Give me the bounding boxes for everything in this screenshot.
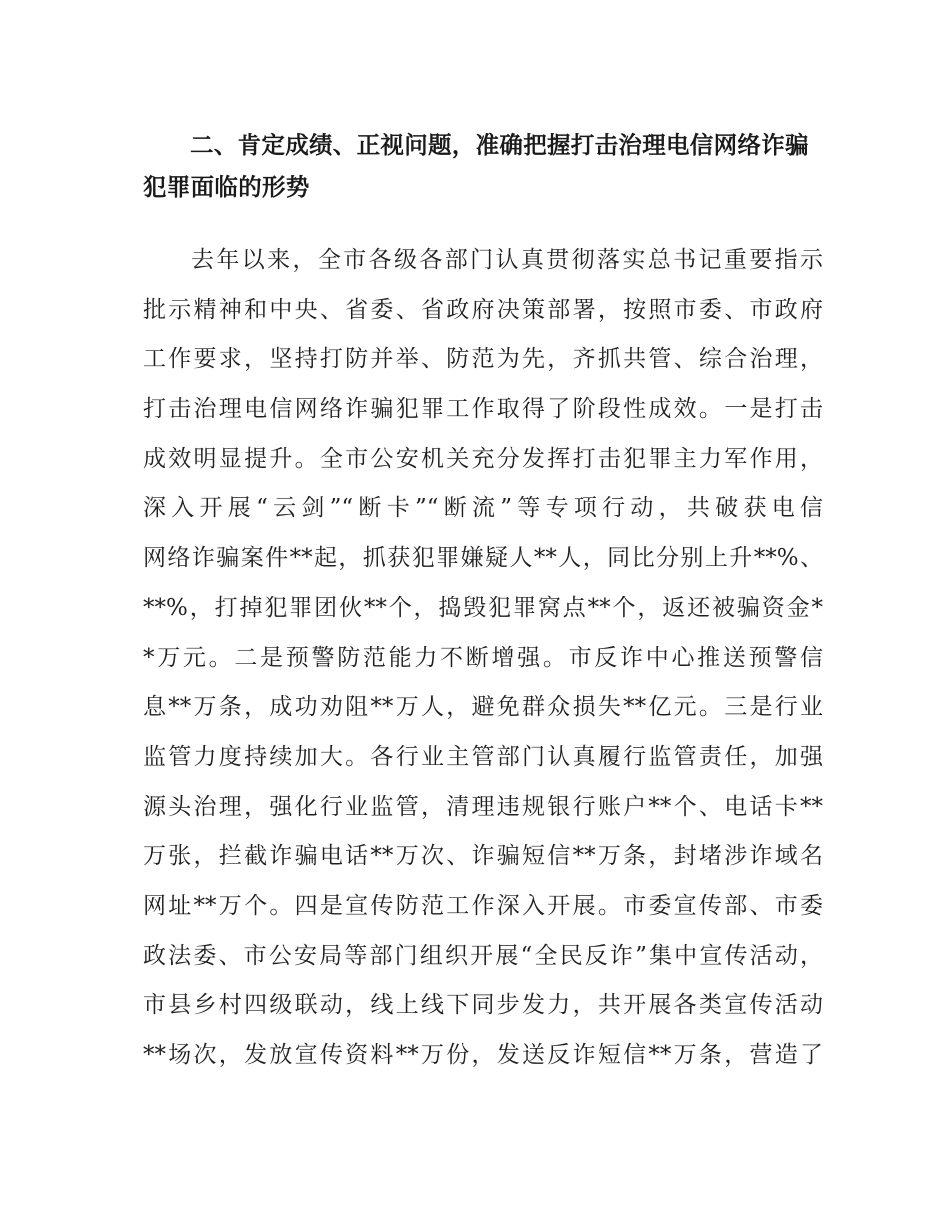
paragraph-line: 息**万条，成功劝阻**万人，避免群众损失**亿元。三是行业 [143,694,823,721]
paragraph-line: 打击治理电信网络诈骗犯罪工作取得了阶段性成效。一是打击 [143,396,823,423]
paragraph-line: **场次，发放宣传资料**万份，发送反诈短信**万条，营造了 [143,1042,823,1068]
paragraph-line: 政法委、市公安局等部门组织开展“全民反诈”集中宣传活动， [143,942,823,969]
paragraph-line: 市县乡村四级联动，线上线下同步发力，共开展各类宣传活动 [143,992,823,1019]
paragraph-line: 监管力度持续加大。各行业主管部门认真履行监管责任，加强 [143,743,823,770]
paragraph-line: 源头治理，强化行业监管，清理违规银行账户**个、电话卡** [143,793,823,820]
paragraph-line: 网址**万个。四是宣传防范工作深入开展。市委宣传部、市委 [143,892,823,919]
paragraph-line: 批示精神和中央、省委、省政府决策部署，按照市委、市政府 [143,296,823,323]
paragraph-line: 深入开展“云剑”“断卡”“断流”等专项行动，共破获电信 [143,495,823,522]
body-paragraph [143,236,823,1081]
paragraph-line: 网络诈骗案件**起，抓获犯罪嫌疑人**人，同比分别上升**%、 [143,545,823,572]
paragraph-line: 工作要求，坚持打防并举、防范为先，齐抓共管、综合治理， [143,346,823,373]
paragraph-line: 成效明显提升。全市公安机关充分发挥打击犯罪主力军作用， [143,445,823,472]
paragraph-line: 去年以来，全市各级各部门认真贯彻落实总书记重要指示 [191,247,823,273]
paragraph-line: **%，打掉犯罪团伙**个，捣毁犯罪窝点**个，返还被骗资金* [143,594,823,621]
section-heading: 二、肯定成绩、正视问题，准确把握打击治理电信网络诈骗犯罪面临的形势 [143,131,809,201]
paragraph-line: 万张，拦截诈骗电话**万次、诈骗短信**万条，封堵涉诈域名 [143,843,823,870]
paragraph-line: *万元。二是预警防范能力不断增强。市反诈中心推送预警信 [143,644,823,671]
